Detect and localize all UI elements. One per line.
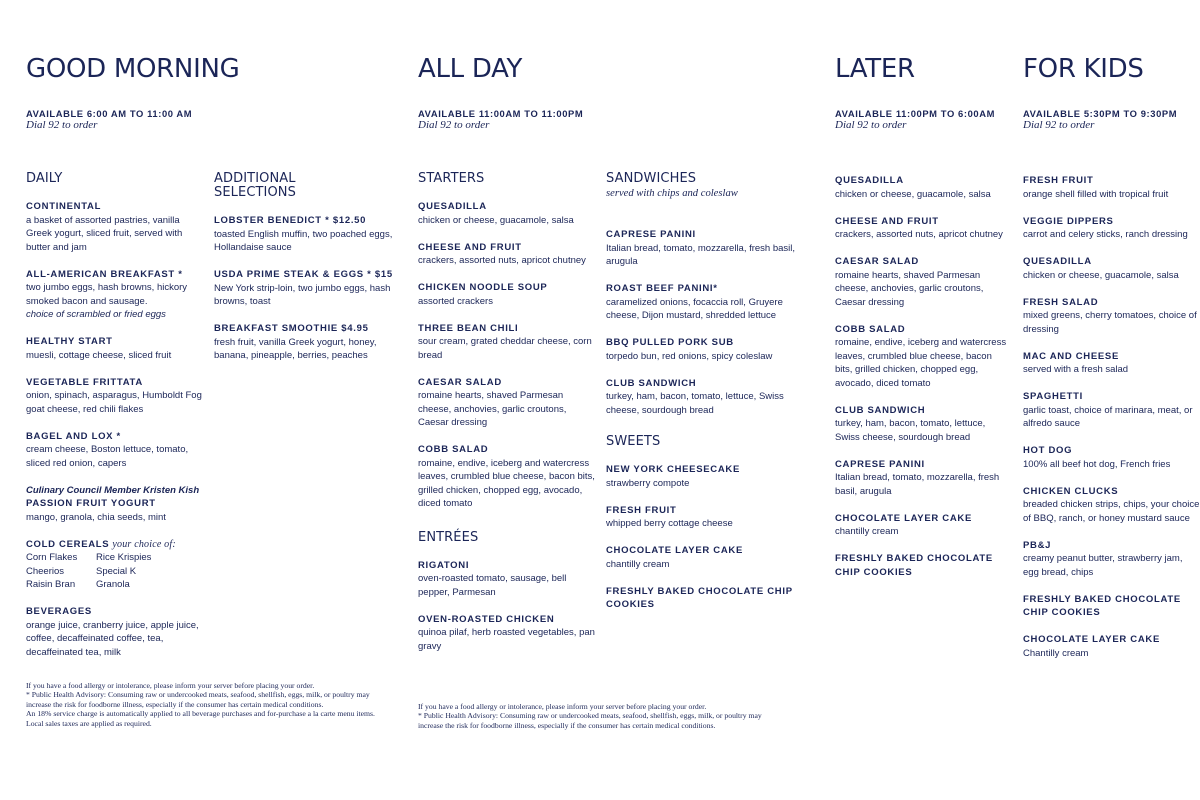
- item-desc: romaine, endive, iceberg and watercress leaves, crumbled blue cheese, bacon bits, grilled chicken, chopped egg, avocado, diced tomato: [835, 337, 1007, 389]
- item-desc: creamy peanut butter, strawberry jam, egg bread, chips: [1023, 553, 1183, 578]
- menu-item: [606, 336, 796, 363]
- item-desc: turkey, ham, bacon, tomato, lettuce, Swiss cheese, sourdough bread: [606, 391, 784, 416]
- item-desc: romaine, endive, iceberg and watercress leaves, crumbled blue cheese, bacon bits, grilled chicken, chopped egg, avocado, diced tomato: [418, 457, 595, 509]
- menu-item: [1023, 215, 1200, 242]
- cereal-option: Special K: [96, 565, 137, 577]
- item-name: CAPRESE PANINI: [835, 458, 925, 470]
- item-name: CHOCOLATE LAYER CAKE: [1023, 634, 1160, 645]
- menu-item: [606, 228, 796, 269]
- item-name: CHOCOLATE LAYER CAKE: [835, 512, 972, 524]
- all-day-title: ALL DAY: [418, 54, 523, 84]
- cereal-choice-label: your choice of:: [112, 538, 176, 550]
- menu-item: [606, 585, 796, 612]
- menu-item: [1023, 390, 1200, 431]
- item-name: VEGGIE DIPPERS: [1023, 215, 1114, 227]
- all-day-availability: AVAILABLE 11:00AM TO 11:00PM: [418, 108, 584, 119]
- sandwiches-subheading: served with chips and coleslaw: [606, 188, 738, 199]
- item-name: THREE BEAN CHILI: [418, 322, 519, 334]
- menu-item: [26, 376, 206, 417]
- cereal-option: Raisin Bran: [26, 579, 76, 590]
- item-desc: New York strip-loin, two jumbo eggs, hash browns, toast: [214, 282, 391, 307]
- menu-item: [26, 605, 206, 659]
- for-kids-column: [1023, 174, 1200, 674]
- menu-item: [606, 377, 796, 418]
- item-name: RIGATONI: [418, 559, 470, 571]
- item-name: CAESAR SALAD: [835, 256, 919, 267]
- item-desc: romaine hearts, shaved Parmesan cheese, anchovies, garlic croutons, Caesar dressing: [418, 390, 567, 428]
- additional-heading-line2: SELECTIONS: [214, 185, 296, 200]
- later-title: LATER: [835, 54, 915, 84]
- menu-item: [835, 215, 1010, 242]
- all-day-dial: Dial 92 to order: [418, 119, 490, 131]
- item-name: COBB SALAD: [835, 323, 906, 335]
- item-name: ALL-AMERICAN BREAKFAST *: [26, 268, 183, 280]
- item-name: BBQ PULLED PORK SUB: [606, 337, 734, 348]
- item-name: QUESADILLA: [418, 201, 487, 212]
- item-name: CHEESE AND FRUIT: [418, 241, 522, 253]
- item-name: VEGETABLE FRITTATA: [26, 376, 143, 388]
- item-name: CHEESE AND FRUIT: [835, 215, 939, 227]
- item-desc: whipped berry cottage cheese: [606, 518, 733, 529]
- menu-item: [418, 443, 598, 511]
- menu-item: [1023, 255, 1200, 282]
- menu-item: [1023, 633, 1200, 660]
- item-name: FRESH SALAD: [1023, 296, 1099, 308]
- item-name: CLUB SANDWICH: [835, 404, 926, 416]
- good-morning-footnote: [26, 681, 391, 728]
- cereal-option: Cheerios: [26, 565, 65, 577]
- service-charge-notice: An 18% service charge is automatically applied to all beverage purchases and for-purchase a la carte menu items. Local sales taxes are applied as required.: [26, 709, 375, 728]
- item-name: FRESHLY BAKED CHOCOLATE CHIP COOKIES: [1023, 593, 1181, 618]
- menu-item: [1023, 593, 1200, 620]
- for-kids-dial: Dial 92 to order: [1023, 119, 1095, 131]
- menu-item: [1023, 350, 1200, 377]
- menu-item: [606, 282, 796, 323]
- menu-item: [418, 281, 598, 308]
- item-note: choice of scrambled or fried eggs: [26, 309, 166, 320]
- menu-item: [214, 268, 399, 309]
- menu-item: [418, 241, 598, 268]
- menu-item: [26, 200, 206, 254]
- daily-heading: DAILY: [26, 171, 63, 186]
- item-desc: mixed greens, cherry tomatoes, choice of dressing: [1023, 310, 1197, 335]
- item-desc: garlic toast, choice of marinara, meat, or alfredo sauce: [1023, 404, 1193, 429]
- item-name: CONTINENTAL: [26, 201, 102, 212]
- later-dial: Dial 92 to order: [835, 119, 907, 131]
- item-desc: quinoa pilaf, herb roasted vegetables, pan gravy: [418, 627, 595, 652]
- item-name: HEALTHY START: [26, 336, 113, 347]
- menu-item: [26, 484, 206, 525]
- item-name: LOBSTER BENEDICT * $12.50: [214, 215, 367, 226]
- good-morning-availability: AVAILABLE 6:00 AM TO 11:00 AM: [26, 108, 193, 119]
- item-name: CLUB SANDWICH: [606, 377, 697, 389]
- menu-item: [1023, 174, 1200, 201]
- for-kids-availability: AVAILABLE 5:30PM TO 9:30PM: [1023, 108, 1178, 119]
- starters-heading: STARTERS: [418, 171, 485, 186]
- menu-item: [214, 322, 399, 363]
- item-desc: chicken or cheese, guacamole, salsa: [1023, 269, 1179, 281]
- item-name: QUESADILLA: [835, 175, 904, 186]
- additional-selections-column: [214, 172, 399, 376]
- menu-item: [835, 174, 1010, 201]
- menu-item: [835, 512, 1010, 539]
- menu-item: [214, 214, 399, 255]
- item-name: SPAGHETTI: [1023, 391, 1083, 402]
- item-desc: fresh fruit, vanilla Greek yogurt, honey, banana, pineapple, berries, peaches: [214, 336, 377, 361]
- good-morning-title: GOOD MORNING: [26, 54, 240, 84]
- item-name: BAGEL AND LOX *: [26, 430, 121, 442]
- item-desc: breaded chicken strips, chips, your choice of BBQ, ranch, or honey mustard sauce: [1023, 499, 1200, 524]
- item-desc: caramelized onions, focaccia roll, Gruyere cheese, Dijon mustard, shredded lettuce: [606, 296, 783, 321]
- item-name: ROAST BEEF PANINI*: [606, 283, 718, 294]
- item-desc: strawberry compote: [606, 477, 690, 489]
- cold-cereals: [26, 538, 206, 592]
- menu-item: [1023, 485, 1200, 526]
- menu-item: [26, 430, 206, 471]
- menu-item: [418, 376, 598, 430]
- menu-item: [418, 559, 598, 600]
- item-name: BEVERAGES: [26, 606, 92, 617]
- item-name: OVEN-ROASTED CHICKEN: [418, 613, 555, 625]
- cereal-heading: COLD CEREALS: [26, 538, 110, 550]
- menu-item: [835, 458, 1010, 499]
- cereal-option: Rice Krispies: [96, 552, 152, 563]
- health-advisory: * Public Health Advisory: Consuming raw or undercooked meats, seafood, shellfish, eggs, milk, or poultry may increase the risk for foodborne illness, especially if the consumer has certain medical conditions.: [26, 690, 370, 709]
- health-advisory: * Public Health Advisory: Consuming raw or undercooked meats, seafood, shellfish, eggs, milk, or poultry may increase the risk for foodborne illness, especially if the consumer has certain medical conditions.: [418, 711, 762, 730]
- item-desc: torpedo bun, red onions, spicy coleslaw: [606, 350, 773, 362]
- later-availability: AVAILABLE 11:00PM TO 6:00AM: [835, 108, 995, 119]
- item-desc: cream cheese, Boston lettuce, tomato, sliced red onion, capers: [26, 444, 189, 469]
- menu-item: [835, 323, 1010, 391]
- item-desc: chicken or cheese, guacamole, salsa: [418, 214, 574, 226]
- item-name: BREAKFAST SMOOTHIE $4.95: [214, 323, 369, 334]
- starters-entrees-column: [418, 172, 598, 667]
- item-desc: Italian bread, tomato, mozzarella, fresh basil, arugula: [606, 242, 796, 267]
- menu-item: [835, 552, 1010, 579]
- item-desc: toasted English muffin, two poached eggs, Hollandaise sauce: [214, 228, 393, 253]
- item-name: CAESAR SALAD: [418, 376, 502, 388]
- item-desc: crackers, assorted nuts, apricot chutney: [418, 255, 586, 266]
- item-desc: turkey, ham, bacon, tomato, lettuce, Swiss cheese, sourdough bread: [835, 418, 986, 443]
- for-kids-title: FOR KIDS: [1023, 54, 1144, 84]
- item-name: CHOCOLATE LAYER CAKE: [606, 545, 743, 556]
- item-name: FRESH FRUIT: [606, 504, 677, 516]
- menu-item: [418, 322, 598, 363]
- cereal-options: [26, 551, 206, 592]
- item-name: MAC AND CHEESE: [1023, 350, 1120, 362]
- item-name: CHICKEN CLUCKS: [1023, 485, 1119, 497]
- item-desc: chantilly cream: [606, 558, 670, 570]
- good-morning-dial: Dial 92 to order: [26, 119, 98, 131]
- item-name: FRESH FRUIT: [1023, 175, 1094, 186]
- item-desc: sour cream, grated cheddar cheese, corn bread: [418, 336, 592, 361]
- item-desc: 100% all beef hot dog, French fries: [1023, 458, 1171, 470]
- item-desc: romaine hearts, shaved Parmesan cheese, anchovies, garlic croutons, Caesar dressing: [835, 269, 984, 308]
- item-desc: chantilly cream: [835, 526, 899, 537]
- sandwiches-sweets-column: [606, 172, 796, 625]
- menu-item: [1023, 296, 1200, 337]
- cereal-option: Granola: [96, 579, 130, 590]
- item-name: CAPRESE PANINI: [606, 229, 696, 240]
- item-desc: orange shell filled with tropical fruit: [1023, 188, 1169, 200]
- sandwiches-heading: SANDWICHES: [606, 171, 697, 186]
- item-desc: carrot and celery sticks, ranch dressing: [1023, 229, 1188, 240]
- item-name: CHICKEN NOODLE SOUP: [418, 282, 548, 293]
- item-desc: assorted crackers: [418, 295, 493, 307]
- chef-credit: Culinary Council Member Kristen Kish: [26, 484, 200, 496]
- item-desc: muesli, cottage cheese, sliced fruit: [26, 349, 172, 361]
- menu-item: [835, 255, 1010, 309]
- menu-item: [606, 504, 796, 531]
- cereal-option: Corn Flakes: [26, 552, 78, 563]
- menu-item: [26, 268, 206, 322]
- item-desc: a basket of assorted pastries, vanilla Greek yogurt, sliced fruit, served with butter and jam: [26, 214, 183, 253]
- menu-item: [606, 544, 796, 571]
- item-name: PB&J: [1023, 539, 1052, 551]
- menu-item: [606, 463, 796, 490]
- item-desc: served with a fresh salad: [1023, 364, 1129, 375]
- item-desc: Chantilly cream: [1023, 647, 1089, 659]
- sweets-heading: SWEETS: [606, 434, 661, 449]
- daily-column: [26, 172, 206, 673]
- later-column: [835, 174, 1010, 593]
- item-desc: orange juice, cranberry juice, apple juice, coffee, decaffeinated coffee, tea, decaffeinated tea, milk: [26, 619, 199, 658]
- item-name: PASSION FRUIT YOGURT: [26, 498, 156, 509]
- menu-item: [418, 613, 598, 654]
- item-name: USDA PRIME STEAK & EGGS * $15: [214, 269, 393, 280]
- item-desc: oven-roasted tomato, sausage, bell pepper, Parmesan: [418, 573, 567, 598]
- item-name: NEW YORK CHEESECAKE: [606, 464, 741, 475]
- item-name: FRESHLY BAKED CHOCOLATE CHIP COOKIES: [606, 585, 793, 610]
- menu-item: [1023, 444, 1200, 471]
- allergy-notice: If you have a food allergy or intolerance, please inform your server before placing your order.: [26, 681, 315, 690]
- item-desc: two jumbo eggs, hash browns, hickory smoked bacon and sausage.: [26, 282, 188, 307]
- menu-item: [1023, 539, 1200, 580]
- all-day-footnote: [418, 702, 788, 730]
- menu-item: [418, 200, 598, 227]
- menu-item: [26, 335, 206, 362]
- item-desc: onion, spinach, asparagus, Humboldt Fog goat cheese, red chili flakes: [26, 390, 202, 415]
- menu-item: [835, 404, 1010, 445]
- item-name: HOT DOG: [1023, 445, 1073, 456]
- cereal-heading-row: [26, 538, 206, 552]
- additional-heading: [214, 172, 399, 200]
- item-name: QUESADILLA: [1023, 256, 1092, 267]
- item-name: FRESHLY BAKED CHOCOLATE CHIP COOKIES: [835, 553, 993, 578]
- item-name: COBB SALAD: [418, 444, 489, 455]
- item-desc: chicken or cheese, guacamole, salsa: [835, 188, 991, 200]
- additional-heading-line1: ADDITIONAL: [214, 171, 296, 186]
- allergy-notice: If you have a food allergy or intolerance, please inform your server before placing your order.: [418, 702, 707, 711]
- entrees-heading: ENTRÉES: [418, 529, 479, 545]
- item-desc: crackers, assorted nuts, apricot chutney: [835, 229, 1003, 240]
- item-desc: Italian bread, tomato, mozzarella, fresh basil, arugula: [835, 472, 1000, 497]
- item-desc: mango, granola, chia seeds, mint: [26, 511, 166, 523]
